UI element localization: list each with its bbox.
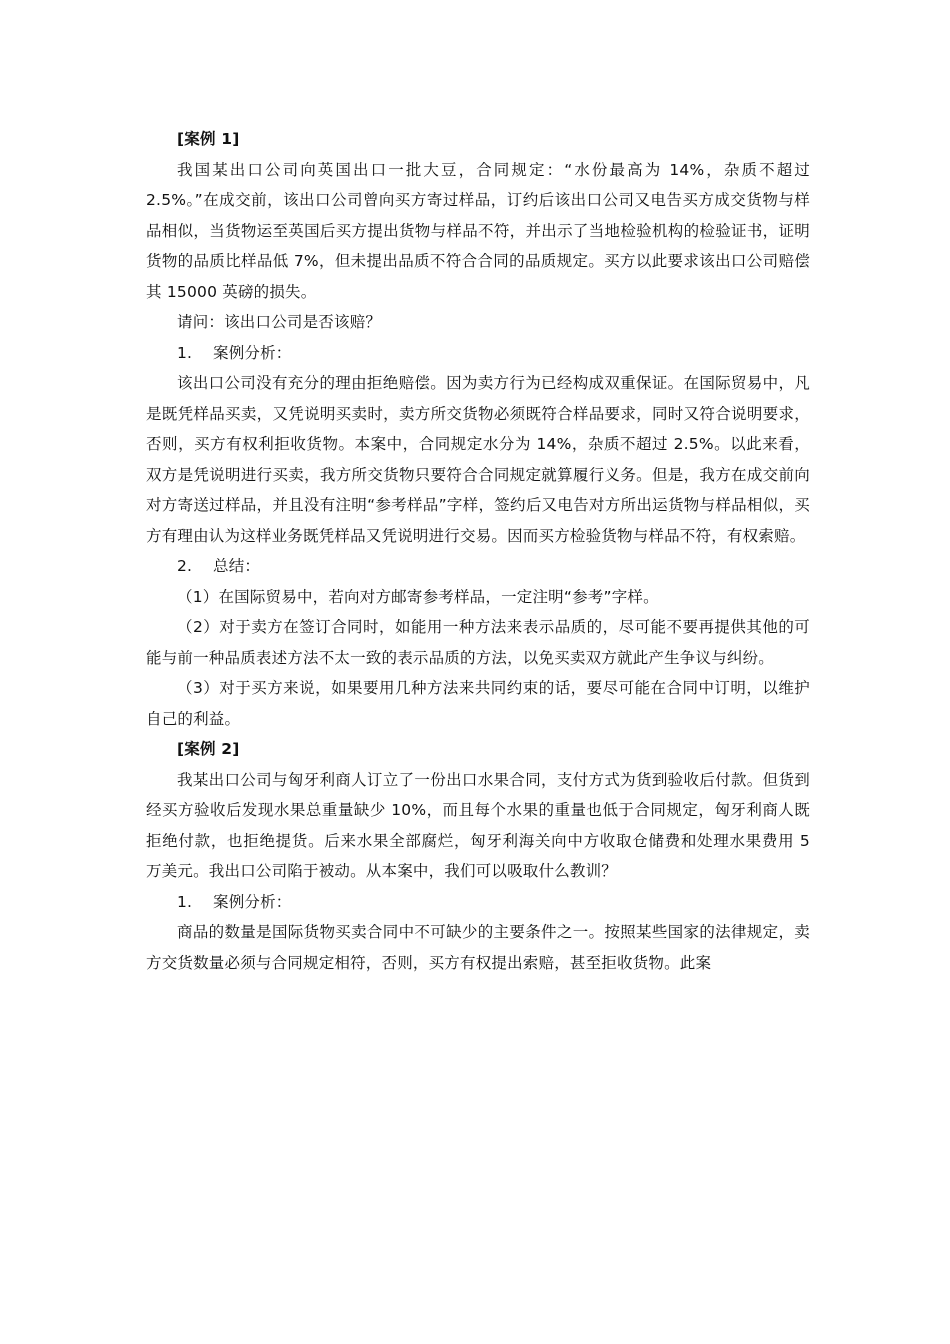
case2-heading: [案例 2] <box>177 740 240 758</box>
case1-summary-point-3: （3）对于买方来说，如果要用几种方法来共同约束的话，要尽可能在合同中订明，以维护自己的利益。 <box>146 679 810 728</box>
case1-summary-point-1: （1）在国际贸易中，若向对方邮寄参考样品，一定注明“参考”字样。 <box>177 587 659 606</box>
case2-analysis-heading <box>146 887 810 918</box>
case1-question: 请问：该出口公司是否该赔？ <box>177 313 382 331</box>
case1-analysis-number: 1. <box>177 343 193 362</box>
case1-summary-point-2: （2）对于卖方在签订合同时，如能用一种方法来表示品质的，尽可能不要再提供其他的可能与前一种品质表述方法不太一致的表示品质的方法，以免买卖双方就此产生争议与纠纷。 <box>146 618 810 667</box>
case2-analysis-text: 商品的数量是国际货物买卖合同中不可缺少的主要条件之一。按照某些国家的法律规定，卖方交货数量必须与合同规定相符，否则，买方有权提出索赔，甚至拒收货物。此案 <box>146 923 810 972</box>
case2-intro: 我某出口公司与匈牙利商人订立了一份出口水果合同，支付方式为货到验收后付款。但货到经买方验收后发现水果总重量缺少 10%，而且每个水果的重量也低于合同规定，匈牙利商人既拒绝付款，也拒绝提货。后来水果全部腐烂，匈牙利海关向中方收取仓储费和处理水果费用 5 万美元。我出口公司陷于被动。从本案中，我们可以吸取什么教训？ <box>146 770 810 880</box>
document-page <box>146 124 810 978</box>
case1-summary-heading <box>146 551 810 582</box>
case2-analysis-label: 案例分析： <box>213 892 292 911</box>
case1-analysis-label: 案例分析： <box>213 343 292 362</box>
case1-analysis-heading <box>146 338 810 369</box>
case1-intro: 我国某出口公司向英国出口一批大豆，合同规定：“水份最高为 14%，杂质不超过 2.5%。”在成交前，该出口公司曾向买方寄过样品，订约后该出口公司又电告买方成交货物与样品相似，当货物运至英国后买方提出货物与样品不符，并出示了当地检验机构的检验证书，证明货物的品质比样品低 7%，但未提出品质不符合合同的品质规定。买方以此要求该出口公司赔偿其 15000 英磅的损失。 <box>146 160 810 301</box>
case2-analysis-number: 1. <box>177 892 193 911</box>
case1-summary-number: 2. <box>177 557 193 575</box>
case1-summary-label: 总结： <box>213 557 261 575</box>
case1-heading: [案例 1] <box>177 130 240 148</box>
case1-analysis-text: 该出口公司没有充分的理由拒绝赔偿。因为卖方行为已经构成双重保证。在国际贸易中，凡是既凭样品买卖，又凭说明买卖时，卖方所交货物必须既符合样品要求，同时又符合说明要求，否则，买方有权利拒收货物。本案中，合同规定水分为 14%，杂质不超过 2.5%。以此来看，双方是凭说明进行买卖，我方所交货物只要符合合同规定就算履行义务。但是，我方在成交前向对方寄送过样品，并且没有注明“参考样品”字样，签约后又电告对方所出运货物与样品相似，买方有理由认为这样业务既凭样品又凭说明进行交易。因而买方检验货物与样品不符，有权索赔。 <box>146 374 810 545</box>
